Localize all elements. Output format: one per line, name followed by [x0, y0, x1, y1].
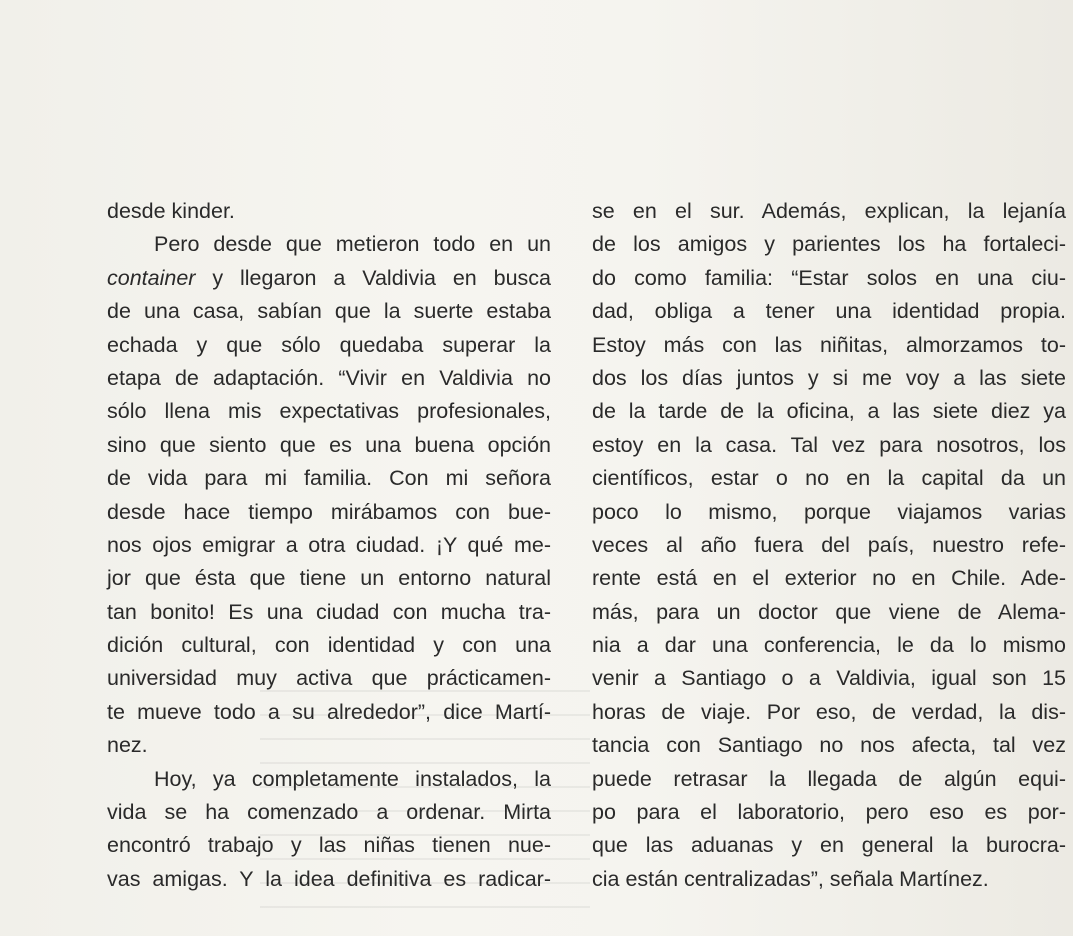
text-line: de la tarde de la oficina, a las siete diez ya: [592, 399, 1066, 424]
text-line: vas amigas. Y la idea definitiva es radicar-: [107, 866, 551, 891]
text-line: te mueve todo a su alrededor”, dice Martí-: [107, 699, 551, 724]
right-text-column: [592, 195, 1066, 896]
left-text-column: [107, 195, 551, 896]
text-line: de una casa, sabían que la suerte estaba: [107, 299, 551, 324]
text-line: cia están centralizadas”, señala Martínez.: [592, 866, 989, 891]
text-line: echada y que sólo quedaba superar la: [107, 332, 551, 357]
text-line: científicos, estar o no en la capital da un: [592, 466, 1066, 491]
text-line: nia a dar una conferencia, le da lo mismo: [592, 633, 1066, 658]
text-line: universidad muy activa que prácticamen-: [107, 666, 551, 691]
italic-word: container: [107, 265, 196, 290]
text-line: tancia con Santiago no nos afecta, tal vez: [592, 733, 1066, 758]
text-line: sólo llena mis expectativas profesionales,: [107, 399, 551, 424]
text-line: se en el sur. Además, explican, la lejanía: [592, 199, 1066, 223]
text-line: tan bonito! Es una ciudad con mucha tra-: [107, 599, 551, 624]
text-line: veces al año fuera del país, nuestro refe-: [592, 532, 1066, 557]
text-line: etapa de adaptación. “Vivir en Valdivia no: [107, 365, 551, 390]
text-line: poco lo mismo, porque viajamos varias: [592, 499, 1066, 524]
text-line: que las aduanas y en general la burocra-: [592, 833, 1066, 858]
text-line: estoy en la casa. Tal vez para nosotros, los: [592, 432, 1066, 457]
text-line: Pero desde que metieron todo en un: [154, 232, 551, 257]
text-line: sino que siento que es una buena opción: [107, 432, 551, 457]
text-line: puede retrasar la llegada de algún equi-: [592, 766, 1066, 791]
text-line: [107, 262, 551, 295]
text-line: desde hace tiempo mirábamos con bue-: [107, 499, 551, 524]
text-fragment: y llegaron a Valdivia en busca: [195, 265, 551, 290]
text-line: de los amigos y parientes los ha fortaleci-: [592, 232, 1066, 257]
text-line: Estoy más con las niñitas, almorzamos to-: [592, 332, 1066, 357]
text-line: jor que ésta que tiene un entorno natural: [107, 566, 551, 591]
text-line: de vida para mi familia. Con mi señora: [107, 466, 551, 491]
text-line: vida se ha comenzado a ordenar. Mirta: [107, 800, 551, 825]
text-line: encontró trabajo y las niñas tienen nue-: [107, 833, 551, 858]
text-line: más, para un doctor que viene de Alema-: [592, 599, 1066, 624]
text-line: dad, obliga a tener una identidad propia.: [592, 299, 1066, 324]
text-line: nez.: [107, 733, 148, 758]
text-line: venir a Santiago o a Valdivia, igual son 15: [592, 666, 1066, 691]
text-line: dición cultural, con identidad y con una: [107, 633, 551, 658]
text-line: po para el laboratorio, pero eso es por-: [592, 800, 1066, 825]
text-line: rente está en el exterior no en Chile. Ade-: [592, 566, 1066, 591]
text-line: Hoy, ya completamente instalados, la: [154, 766, 551, 791]
text-line: dos los días juntos y si me voy a las siete: [592, 365, 1066, 390]
text-line: desde kinder.: [107, 199, 235, 223]
text-line: do como familia: “Estar solos en una ciu-: [592, 265, 1066, 290]
text-line: horas de viaje. Por eso, de verdad, la dis-: [592, 699, 1066, 724]
text-line: nos ojos emigrar a otra ciudad. ¡Y qué me-: [107, 532, 551, 557]
